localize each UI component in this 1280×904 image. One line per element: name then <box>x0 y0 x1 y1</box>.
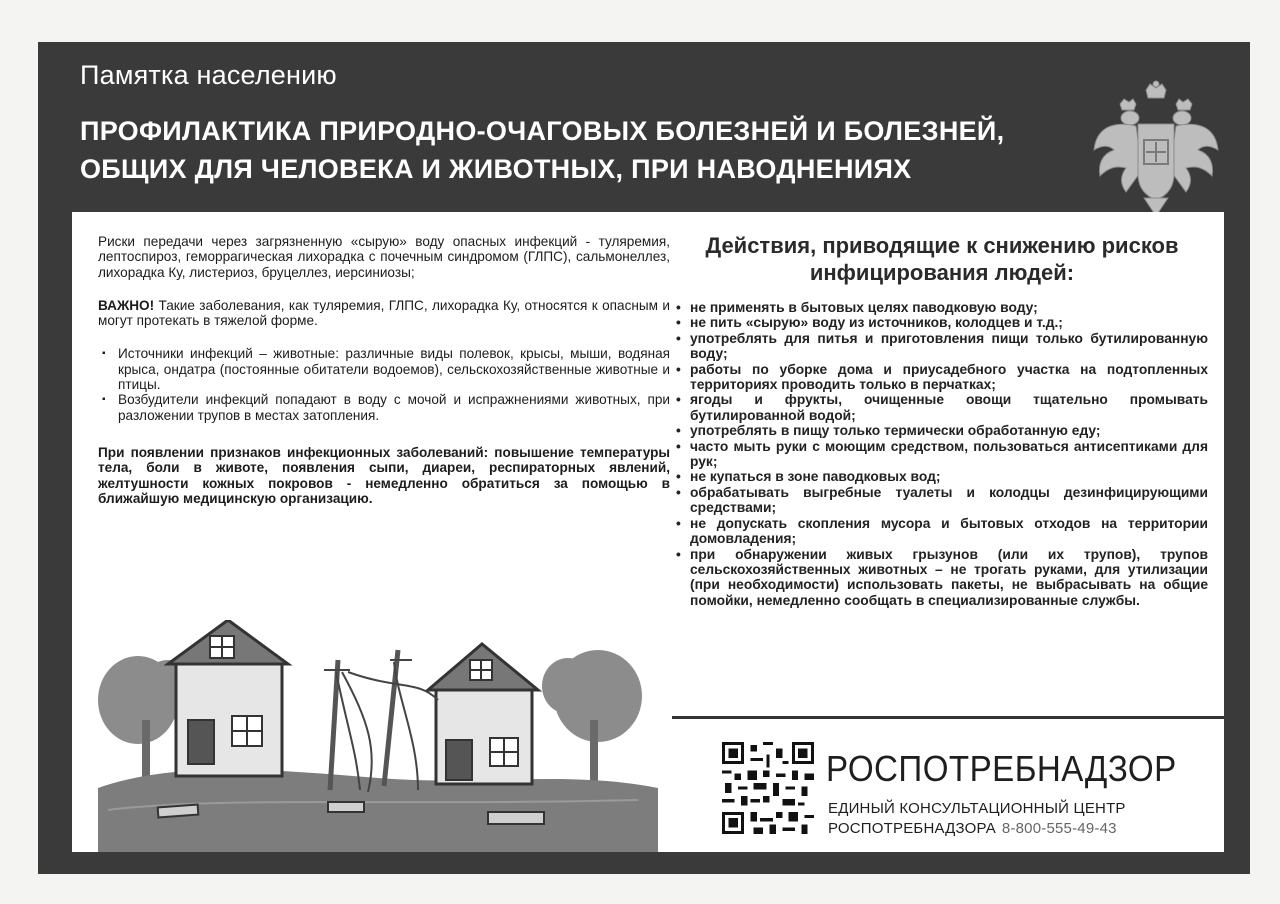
important-text: Такие заболевания, как туляремия, ГЛПС, лихорадка Ку, относятся к опасным и могут протекать в тяжелой форме. <box>98 297 670 329</box>
poster-subtitle: Памятка населению <box>80 60 337 90</box>
sources-list <box>98 346 670 422</box>
list-item: • не купаться в зоне паводковых вод; <box>672 469 1208 484</box>
important-paragraph <box>98 298 670 329</box>
important-label: ВАЖНО! <box>98 297 155 313</box>
consultation-center-line2 <box>828 820 1117 837</box>
list-item: ▪ Источники инфекций – животные: различные виды полевок, крысы, мыши, водяная крыса, ондатра (постоянные обитатели водоемов), сельскохозяйственные животные и птицы. <box>98 346 670 392</box>
list-item: • употреблять в пищу только термически обработанную еду; <box>672 423 1208 438</box>
hotline-phone[interactable]: 8-800-555-49-43 <box>1001 820 1117 837</box>
qr-code-icon[interactable] <box>722 742 814 834</box>
actions-column <box>672 232 1208 608</box>
consultation-center-org: РОСПОТРЕБНАДЗОРА <box>828 820 996 837</box>
poster <box>38 42 1250 874</box>
brand-name: РОСПОТРЕБНАДЗОР <box>826 748 1177 789</box>
actions-list <box>672 300 1208 608</box>
brand-block <box>722 742 1177 842</box>
list-item: • не пить «сырую» воду из источников, колодцев и т.д.; <box>672 315 1208 330</box>
symptoms-warning: При появлении признаков инфекционных заболеваний: повышение температуры тела, боли в животе, появления сыпи, диареи, респираторных явлений, желтушности кожных покровов - немедленно обратиться за помощью в ближайшую медицинскую организацию. <box>98 444 670 506</box>
list-item: • обрабатывать выгребные туалеты и колодцы дезинфицирующими средствами; <box>672 485 1208 516</box>
list-item: • употреблять для питья и приготовления пищи только бутилированную воду; <box>672 331 1208 362</box>
list-item: ▪ Возбудители инфекций попадают в воду с мочой и испражнениями животных, при разложении трупов в местах затопления. <box>98 392 670 423</box>
section-divider <box>672 716 1224 719</box>
list-item: • ягоды и фрукты, очищенные овощи тщательно промывать бутилированной водой; <box>672 392 1208 423</box>
risks-paragraph: Риски передачи через загрязненную «сырую» воду опасных инфекций - туляремия, лептоспироз, геморрагическая лихорадка с почечным синдромом (ГЛПС), сальмонеллез, лихорадка Ку, листериоз, бруцеллез, иерсиниозы; <box>98 234 670 280</box>
consultation-center-label: ЕДИНЫЙ КОНСУЛЬТАЦИОННЫЙ ЦЕНТР <box>828 800 1126 817</box>
actions-title: Действия, приводящие к снижению рисков инфицирования людей: <box>705 233 1179 285</box>
poster-title: ПРОФИЛАКТИКА ПРИРОДНО-ОЧАГОВЫХ БОЛЕЗНЕЙ И БОЛЕЗНЕЙ, ОБЩИХ ДЛЯ ЧЕЛОВЕКА И ЖИВОТНЫХ, ПРИ НАВОДНЕНИЯХ <box>80 116 1005 184</box>
info-column <box>98 234 670 524</box>
content-panel <box>72 212 1224 852</box>
list-item: • часто мыть руки с моющим средством, пользоваться антисептиками для рук; <box>672 439 1208 470</box>
list-item: • не применять в бытовых целях паводковую воду; <box>672 300 1208 315</box>
list-item: • не допускать скопления мусора и бытовых отходов на территории домовладения; <box>672 516 1208 547</box>
list-item: • работы по уборке дома и приусадебного участка на подтопленных территориях проводить только в перчатках; <box>672 362 1208 393</box>
list-item: • при обнаружении живых грызунов (или их трупов), трупов сельскохозяйственных животных – не трогать руками, для утилизации (при необходимости) использовать пакеты, не выбрасывать на общие помойки, немедленно сообщать в специализированные службы. <box>672 547 1208 609</box>
flooded-houses-illustration-icon <box>98 620 658 852</box>
double-headed-eagle-emblem-icon <box>1090 80 1222 220</box>
